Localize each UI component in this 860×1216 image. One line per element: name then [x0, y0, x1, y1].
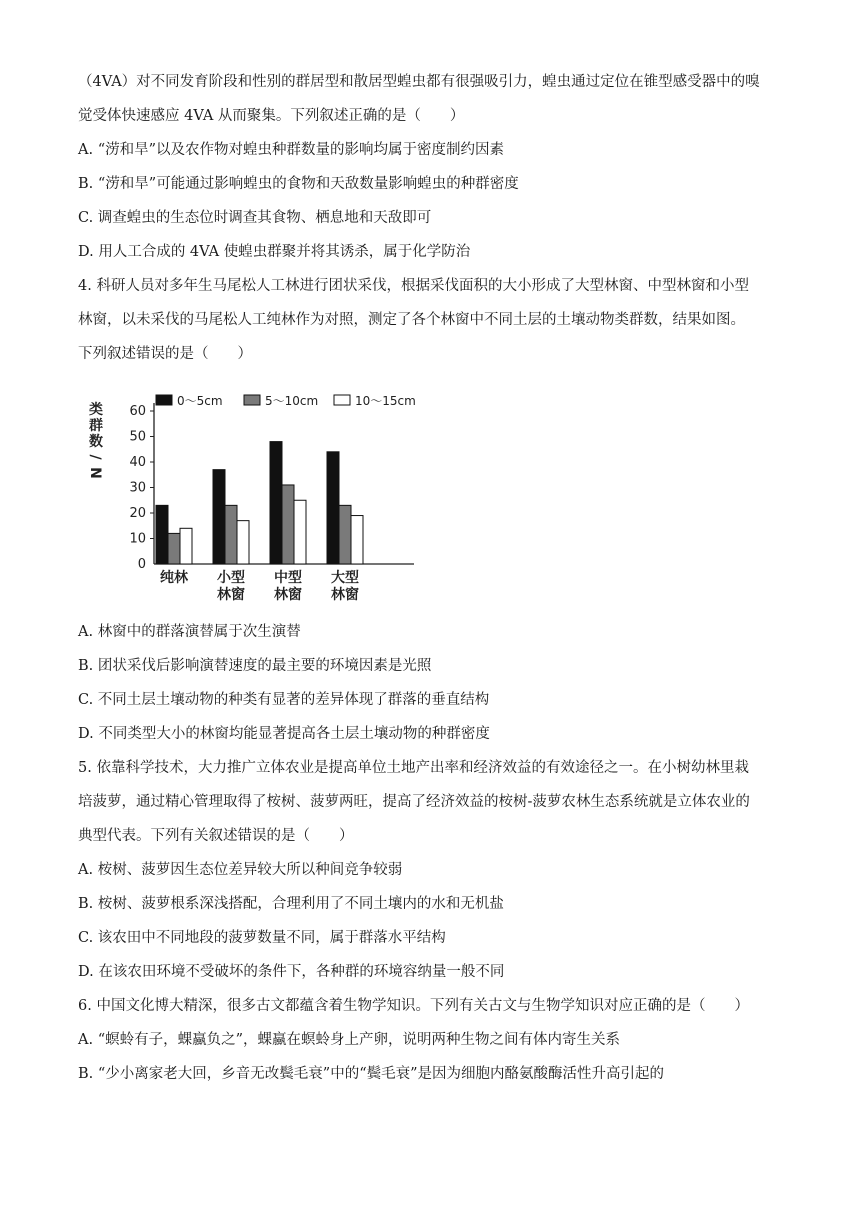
- y-axis-label-char: /: [87, 454, 103, 460]
- y-axis-label-char: N: [87, 467, 103, 479]
- legend-swatch: [334, 395, 350, 405]
- text-line: A. 林窗中的群落演替属于次生演替: [78, 624, 301, 640]
- bar-3: [237, 521, 249, 564]
- x-tick-label: 林窗: [217, 587, 245, 603]
- text-line: 下列叙述错误的是（ ）: [78, 346, 252, 362]
- x-tick-label: 小型: [217, 570, 245, 586]
- y-axis-label-char: 数: [89, 434, 103, 450]
- bar-3: [351, 516, 363, 564]
- text-line: 4. 科研人员对多年生马尾松人工林进行团状采伐，根据采伐面积的大小形成了大型林窗、中型林窗和小型: [78, 278, 749, 294]
- y-axis-label-char: 类: [89, 402, 103, 418]
- bar-2: [225, 505, 237, 564]
- bar-3: [180, 528, 192, 564]
- y-tick-label: 10: [129, 531, 146, 547]
- x-tick-label: 中型: [274, 570, 302, 586]
- x-tick-label: 大型: [331, 570, 359, 586]
- text-line: 5. 依靠科学技术，大力推广立体农业是提高单位土地产出率和经济效益的有效途径之一。在小树幼林里栽: [78, 760, 749, 776]
- x-tick-label: 林窗: [331, 587, 359, 603]
- bar-1: [270, 442, 282, 564]
- bar-1: [213, 470, 225, 564]
- bar-2: [339, 505, 351, 564]
- text-line: C. 调查蝗虫的生态位时调查其食物、栖息地和天敌即可: [78, 210, 432, 226]
- bar-1: [327, 452, 339, 564]
- text-line: 觉受体快速感应 4VA 从而聚集。下列叙述正确的是（ ）: [78, 108, 465, 124]
- text-line: 6. 中国文化博大精深，很多古文都蕴含着生物学知识。下列有关古文与生物学知识对应正确的是（ ）: [78, 998, 749, 1014]
- y-axis-label-char: 群: [89, 418, 103, 434]
- y-tick-label: 60: [129, 404, 146, 419]
- text-line: 林窗，以未采伐的马尾松人工纯林作为对照，测定了各个林窗中不同土层的土壤动物类群数，结果如图。: [78, 312, 745, 328]
- text-line: D. 不同类型大小的林窗均能显著提高各土层土壤动物的种群密度: [78, 726, 490, 742]
- text-line: B. “少小离家老大回，乡音无改鬓毛衰”中的“鬓毛衰”是因为细胞内酪氨酸酶活性升高引起的: [78, 1066, 665, 1082]
- y-tick-label: 30: [129, 480, 146, 496]
- legend-swatch: [244, 395, 260, 405]
- text-line: D. 用人工合成的 4VA 使蝗虫群聚并将其诱杀，属于化学防治: [78, 244, 471, 260]
- text-line: B. 桉树、菠萝根系深浅搭配，合理利用了不同土壤内的水和无机盐: [78, 896, 504, 912]
- text-line: B. “涝和旱”可能通过影响蝗虫的食物和天敌数量影响蝗虫的种群密度: [78, 176, 519, 192]
- bar-3: [294, 500, 306, 564]
- legend-label: 0～5cm: [177, 394, 223, 408]
- y-tick-label: 40: [129, 455, 146, 470]
- text-line: B. 团状采伐后影响演替速度的最主要的环境因素是光照: [78, 658, 432, 674]
- text-line: 典型代表。下列有关叙述错误的是（ ）: [78, 828, 354, 844]
- y-tick-label: 50: [129, 429, 146, 445]
- y-tick-label: 20: [129, 506, 146, 521]
- bar-2: [168, 533, 180, 564]
- text-line: A. “涝和旱”以及农作物对蝗虫种群数量的影响均属于密度制约因素: [78, 142, 505, 158]
- legend-swatch: [156, 395, 172, 405]
- legend-label: 5～10cm: [265, 394, 319, 408]
- bar-1: [156, 505, 168, 564]
- text-line: C. 不同土层土壤动物的种类有显著的差异体现了群落的垂直结构: [78, 692, 490, 708]
- bar-2: [282, 485, 294, 564]
- text-line: D. 在该农田环境不受破坏的条件下，各种群的环境容纳量一般不同: [78, 964, 505, 980]
- x-tick-label: 林窗: [274, 587, 302, 603]
- text-line: C. 该农田中不同地段的菠萝数量不同，属于群落水平结构: [78, 930, 446, 946]
- text-line: A. 桉树、菠萝因生态位差异较大所以种间竞争较弱: [78, 862, 403, 878]
- text-line: 培菠萝，通过精心管理取得了桉树、菠萝两旺，提高了经济效益的桉树-菠萝农林生态系统就是立体农业的: [78, 794, 750, 810]
- bar-chart: [78, 384, 438, 614]
- text-line: （4VA）对不同发育阶段和性别的群居型和散居型蝗虫都有很强吸引力，蝗虫通过定位在锥型感受器中的嗅: [78, 74, 760, 90]
- text-line: A. “螟蛉有子，蜾蠃负之”，蜾蠃在螟蛉身上产卵，说明两种生物之间有体内寄生关系: [78, 1032, 621, 1048]
- y-tick-label: 0: [137, 557, 146, 572]
- legend-label: 10～15cm: [355, 394, 416, 408]
- x-tick-label: 纯林: [160, 570, 188, 586]
